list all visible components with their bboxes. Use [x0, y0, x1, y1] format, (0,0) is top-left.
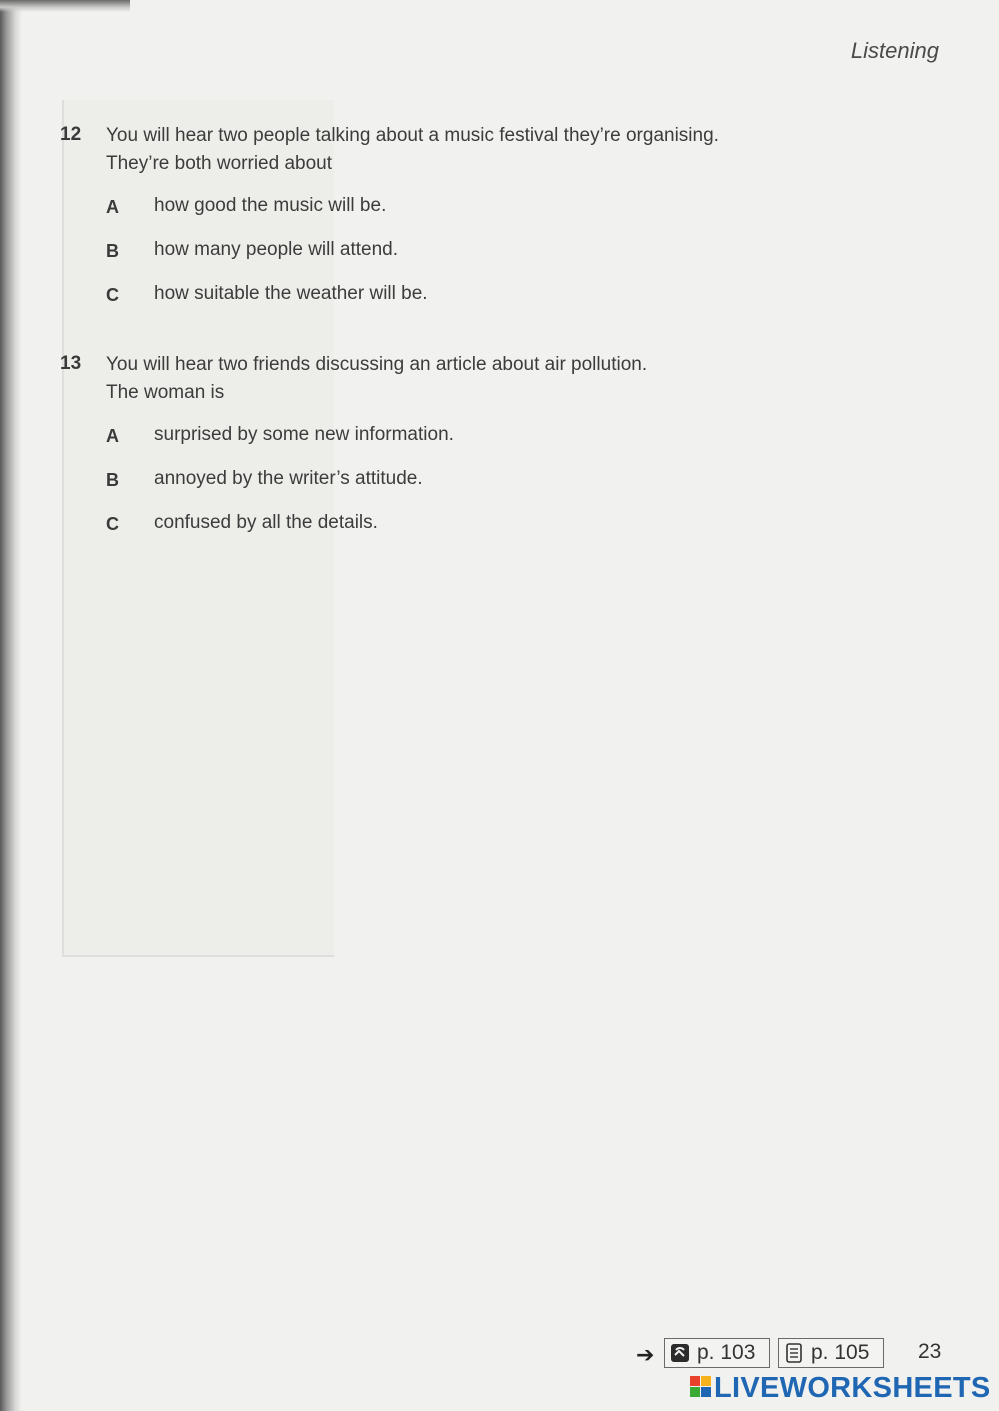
option-text: how good the music will be. — [154, 195, 387, 216]
option-letter: C — [106, 285, 119, 305]
option-a[interactable] — [106, 197, 706, 221]
section-header: Listening — [850, 38, 939, 63]
audio-script-icon — [670, 1343, 690, 1363]
page-number: 23 — [918, 1340, 942, 1363]
option-text: confused by all the details. — [154, 512, 378, 533]
option-text: annoyed by the writer’s attitude. — [154, 468, 423, 489]
question-stem — [106, 122, 719, 178]
option-b[interactable] — [106, 470, 706, 494]
option-letter: A — [106, 197, 119, 217]
question-12 — [60, 122, 820, 312]
option-text: surprised by some new information. — [154, 424, 454, 445]
option-text: how suitable the weather will be. — [154, 283, 428, 304]
question-stem — [106, 351, 647, 407]
question-stem-line: You will hear two people talking about a music festival they’re organising. — [106, 125, 719, 146]
liveworksheets-logo-icon — [690, 1376, 712, 1398]
option-letter: B — [106, 470, 119, 490]
option-b[interactable] — [106, 241, 706, 265]
option-c[interactable] — [106, 514, 706, 538]
option-c[interactable] — [106, 285, 706, 309]
option-letter: C — [106, 514, 119, 534]
question-stem-line: You will hear two friends discussing an article about air pollution. — [106, 354, 648, 375]
option-a[interactable] — [106, 426, 706, 450]
question-number: 12 — [60, 124, 82, 145]
question-stem-line: The woman is — [106, 382, 225, 403]
answer-key-icon — [784, 1343, 804, 1363]
audio-script-reference — [664, 1338, 770, 1368]
answer-key-reference — [778, 1338, 884, 1368]
option-text: how many people will attend. — [154, 239, 398, 260]
brand-text: LIVEWORKSHEETS — [714, 1372, 991, 1404]
question-stem-line: They’re both worried about — [106, 153, 333, 174]
reference-page: p. 105 — [811, 1341, 870, 1364]
arrow-right-icon: ➔ — [636, 1342, 655, 1367]
question-13 — [60, 351, 820, 541]
option-letter: A — [106, 426, 119, 446]
reference-page: p. 103 — [697, 1341, 756, 1364]
page-top-shadow — [0, 0, 130, 12]
option-letter: B — [106, 241, 119, 261]
question-number: 13 — [60, 353, 82, 374]
liveworksheets-watermark — [690, 1372, 990, 1404]
page-binding-shadow — [0, 0, 22, 1411]
